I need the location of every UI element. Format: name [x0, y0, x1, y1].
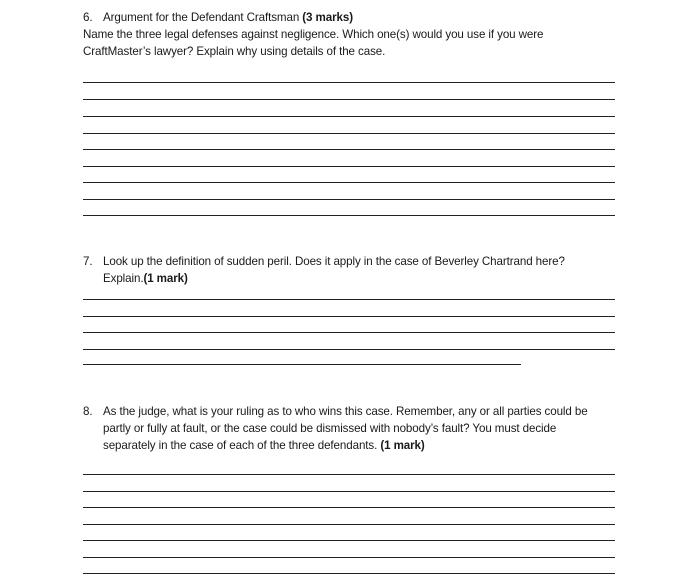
- q6-answer-line: [83, 99, 615, 100]
- q8-answer-line: [83, 524, 615, 525]
- q7-line-1: 7. Look up the definition of sudden peril. Does it apply in the case of Beverley Chartrand here?: [83, 255, 565, 268]
- q7-marks: (1 mark): [143, 272, 188, 285]
- q8-number: 8.: [83, 405, 93, 418]
- q6-answer-line: [83, 166, 615, 167]
- q7-number: 7.: [83, 255, 93, 268]
- q7-answer-line: [83, 316, 615, 317]
- q6-answer-line: [83, 149, 615, 150]
- q8-answer-line: [83, 491, 615, 492]
- q6-marks: (3 marks): [302, 11, 353, 24]
- q6-heading: [83, 9, 353, 26]
- q7-answer-line: [83, 349, 615, 350]
- q8-line-1: 8. As the judge, what is your ruling as to who wins this case. Remember, any or all parties could be: [83, 405, 588, 418]
- q8-line-2: partly or fully at fault, or the case could be dismissed with nobody’s fault? You must decide: [103, 422, 557, 435]
- q8-answer-line: [83, 540, 615, 541]
- q8-answer-line: [83, 507, 615, 508]
- q6-number: 6.: [83, 11, 93, 24]
- q6-answer-line: [83, 199, 615, 200]
- q8-marks: (1 mark): [380, 439, 425, 452]
- q7-answer-line-short: [83, 364, 521, 365]
- q6-answer-line: [83, 116, 615, 117]
- q8-answer-line: [83, 557, 615, 558]
- q6-answer-line: [83, 182, 615, 183]
- q6-answer-line: [83, 133, 615, 134]
- q6-answer-line: [83, 82, 615, 83]
- q7-answer-line: [83, 299, 615, 300]
- q6-body-line-2: CraftMaster’s lawyer? Explain why using details of the case.: [83, 45, 386, 58]
- q7-answer-line: [83, 332, 615, 333]
- q6-body-line-1: Name the three legal defenses against negligence. Which one(s) would you use if you were: [83, 28, 544, 41]
- q8-line-3: separately in the case of each of the three defendants. (1 mark): [103, 439, 425, 452]
- q8-answer-line: [83, 573, 615, 574]
- q6-title: Argument for the Defendant Craftsman: [103, 11, 300, 24]
- q6-answer-line: [83, 215, 615, 216]
- q8-answer-line: [83, 474, 615, 475]
- q7-line-2: Explain.(1 mark): [103, 272, 188, 285]
